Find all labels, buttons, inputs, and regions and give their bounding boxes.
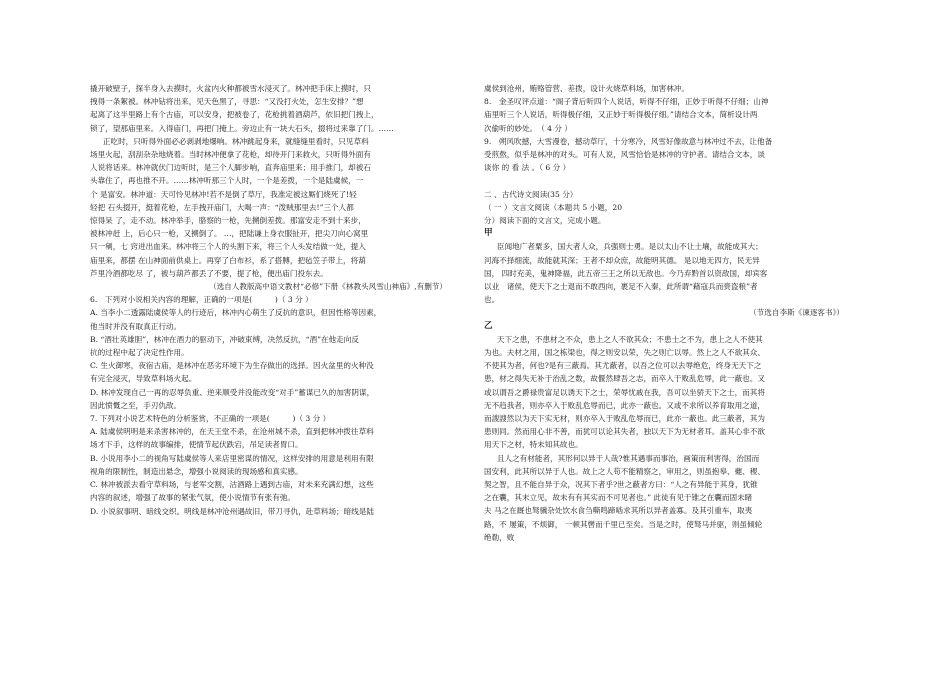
text-line: 内容的叙述，增强了故事的紧张气氛，使小说情节有张有弛。 — [90, 493, 296, 503]
spacer — [484, 174, 844, 187]
text-line: D. 林冲发现自己一再的忍辱负重、逆来顺受并没能改变“对手”蓄谋已久的加害阴谋， — [90, 387, 375, 397]
text-line: 人说将话来。林冲就伏门边听时，是三个人脚步响，直奔庙里来；用手推门，却被石 — [90, 163, 371, 173]
text-line: 之在囊，其末立见，故未有有其实而不可见者也。” 此徒有见于锥之在囊而固未睹 — [484, 493, 753, 503]
text-line: 臣闻地广者粟多，国大者人众，兵强则士勇。是以太山不让土壤，故能成其大； — [496, 242, 763, 252]
text-line: 他当时并没有取真正行动。 — [90, 321, 182, 331]
left-column — [90, 82, 447, 518]
text-line: （ 一 ）文言文阅读（本题共 5 小题，20 — [484, 202, 623, 212]
text-line: 或以谓吾之爵禄贵富足以诱天下之士，荣辱忧戚在我，吾可以坐骄天下之士，而其将 — [484, 387, 765, 397]
text-line: B. 小说用李小二的视角写陆虞侯等人来店里密谋的情况，这样安排的用意是利用有限 — [90, 453, 374, 463]
text-line: 庙里来，都摆 在山神面前供桌上。再穿了白布衫，系了搭膊，把毡笠子带上，将葫 — [90, 255, 366, 265]
text-line: 有完全浸灭，导致草料场火起。 — [90, 374, 197, 384]
text-line: 轻把 石头掇开，挺着花枪，左手拽开庙门，大喝一声：“泼贼那里去!”三个人都 — [90, 202, 354, 212]
text-line: 因此愤慨之至，手刃仇敌。 — [90, 400, 182, 410]
text-line: 为也。夫材之用，国之栋梁也，得之则安以荣，失之则亡以辱。然上之人不欲其众、 — [484, 348, 765, 358]
text-line: A. 当李小二透露陆虞侯等人的行迹后，林冲内心萌生了反抗的意识，但因性格等因素， — [90, 308, 382, 318]
text-line: 6. 下列对小说相关内容的理解，正确的一项是( )（ 3 分 ） — [90, 295, 313, 305]
text-line: 7. 下列对小说艺术特色的分析鉴赏，不正确的一项是( )（ 3 分 ） — [90, 414, 331, 424]
text-line: 不使其为者，何也?是有三蔽焉。其尤蔽者，以吾之位可以去辱绝危，终身无天下之 — [484, 361, 762, 371]
text-line: （选自人教版高中语文教材“必修”下册《林教头风雪山神庙》,有删节） — [209, 282, 447, 292]
text-line: B. “酒壮英雄胆”，林冲在酒力的驱动下，冲破束缚，决然反抗，“酒”在他走向反 — [90, 334, 359, 344]
text-line: 头靠住了，再也推不开。……林冲听那三个人时，一个是差拨，一个是陆虞候，一 — [90, 176, 364, 186]
text-line: 患则同。然而用心非不善，而犹可以论其失者，独以天下为无材者耳。盖其心非不欲 — [484, 427, 765, 437]
text-line: 起离了这半里路上有个古庙，可以安身，把被卷了，花枪挑着酒葫芦，依旧把门拽上， — [90, 110, 379, 120]
text-line: 抗的过程中起了决定性作用。 — [90, 348, 189, 358]
text-line: 9. 朔风吹撼，大雪漫卷，撼动草厅，十分寒冷，风雪好像故意与林冲过不去，让他备 — [484, 136, 773, 146]
text-line: （节选自李斯《谏逐客书》） — [749, 308, 844, 318]
text-line: 河海不择细流，故能就其深；王者不却众庶，故能明其德。 是以地无四方，民无异 — [484, 255, 760, 265]
text-line: 也。 — [484, 295, 500, 305]
text-line: 场里火起，刮刮杂杂地烧着。当时林冲便拿了花枪，却待开门来救火，只听得外面有 — [90, 150, 371, 160]
text-line: 个 是富安。林冲道：天可怜见林冲!若不是倒了草厅，我准定被这厮们烧死了!轻 — [90, 189, 357, 199]
text-line: 且人之有材能者，其形何以异于人哉?惟其遇事而事治，画策而利害得，治国而 — [496, 453, 760, 463]
text-line: 谈你 的 看 法 。（ 6 分 ） — [484, 163, 571, 173]
text-line: 甲 — [484, 228, 493, 239]
text-line: 虞侯到沧州，贿赂管营、差拨，设计火烧草料场，加害林冲。 — [484, 84, 690, 93]
text-line: D. 小说叙事明、暗线交织。明线是林冲沧州遇故旧，带刀寻仇，赴草料场；暗线是陆 — [90, 506, 375, 516]
text-line: C. 生火御寒，夜宿古庙，是林冲在恶劣环境下为生存做出的选择。因火盆里的火种没 — [90, 361, 374, 371]
text-line: 以业 诸侯，使天下之士退而不敢西向，裹足不入秦，此所谓“藉寇兵而赍盗粮”者 — [484, 282, 758, 292]
text-line: 二 、古代诗文阅读(35 分） — [484, 189, 578, 199]
text-line: 受煎熬，似乎是林冲的对头。可有人说，风雪恰恰是林冲的守护者。请结合文本，谈 — [484, 150, 765, 160]
text-line: 患，材之得失无补于治乱之数，故偃然肆吾之志，而卒入于败乱危辱，此一蔽也。又 — [484, 374, 765, 384]
text-line: 惊得呆 了，走不动。林冲举手，胳察的一枪，先搠倒差拨。那富安走不到十来步， — [90, 216, 366, 226]
text-line: 正吃时，只听得外面必必剥剥地爆响。林冲跳起身来，就缝缝里看时，只见草料 — [102, 136, 369, 146]
text-line: 被林冲赶 上，后心只一枪，又搠倒了。 …，把陆谦上身衣服扯开，把尖刀向心窝里 — [90, 229, 369, 239]
text-line: 锁了，望那庙里来。入得庙门，再把门掩上。旁边止有一块大石头，掇将过来靠了门。…… — [90, 123, 394, 133]
right-column — [484, 82, 844, 544]
text-line: A. 陆虞侯明明是来杀害林冲的，在天王堂不杀，在沧州城不杀，直到把林冲拨往草料 — [90, 427, 374, 437]
text-line: 天下之患，不患材之不众，患上之人不欲其众；不患士之不为，患上之人不使其 — [496, 334, 763, 344]
text-line: 用天下之材，特未知其故也。 — [484, 440, 583, 450]
text-line: C. 林冲被派去看守草料场，与老军交割，沽酒路上遇到古庙，对未来充满幻想，这些 — [90, 480, 374, 490]
text-line: 只一剜，七 窍迸出血来。林冲将三个人的头割下来，将三个人头发结做一处，提入 — [90, 242, 366, 252]
text-line: 拽得一条絮被。林冲钻将出来，见天色黑了，寻思：“又没打火处，怎生安排？”想 — [90, 97, 364, 107]
text-line: 绝勒，败 — [484, 532, 515, 542]
text-line: 8. 金圣叹评点道：“阁子背后听四个人说话，听得不仔细，正妙于听得不仔细；山神 — [484, 97, 769, 107]
text-line: 乙 — [484, 320, 493, 331]
text-line: 次偷听的妙处。 （ 4 分 ） — [484, 123, 573, 133]
text-line: 而謏謏然以为天下实无材，则亦卒入于败乱危辱而已，此亦一蔽也。此三蔽者，其为 — [484, 414, 765, 424]
text-line: 芦里冷酒都吃尽 了，被与葫芦都丢了不要，提了枪，便出庙门投东去。 — [90, 268, 328, 278]
text-line: 视角的限制性，制造出悬念，增强小说阅读的现场感和真实感。 — [90, 466, 303, 476]
text-line: 庙里听三个人说话，听得极仔细，又正妙于听得极仔细。”请结合文本，简析设计两 — [484, 110, 758, 120]
text-line: 分）阅读下面的文言文，完成小题。 — [484, 216, 606, 226]
text-line: 契之智，且不能自异于众，况其下者乎?世之蔽者方曰：“人之有异能于其身，犹锥 — [484, 480, 758, 490]
text-line: 场才下手，这样的故事编排，使情节起伏跌宕，吊足读者胃口。 — [90, 440, 303, 450]
text-line: 撬开破壁子，探半身入去摸时，火盆内火种都被雪水浸灭了。林冲把手床上摸时，只 — [90, 84, 371, 93]
text-line: 路，不 屡策，不烦御， 一顿其辔而千里已至矣。当是之时，使驽马并驱，则虽倾轮 — [484, 519, 763, 529]
text-line: 国， 四时充美，鬼神降福，此五帝三王之所以无敌也。今乃弃黔首以资敌国，却宾客 — [484, 268, 768, 278]
text-line: 无不趋我者，则亦卒入于败乱危辱而已，此亦一蔽也。又或不求所以养育取用之道， — [484, 400, 765, 410]
text-line: 国安利，此其所以异于人也。故上之人苟不能精察之，审用之，则虽抱皋、夔、稷、 — [484, 466, 765, 476]
text-line: 夫 马之在厩也驽骥杂处饮水食刍嘶鸣蹄啮求其所以异者盖寡。及其引重车，取夷 — [484, 506, 753, 516]
